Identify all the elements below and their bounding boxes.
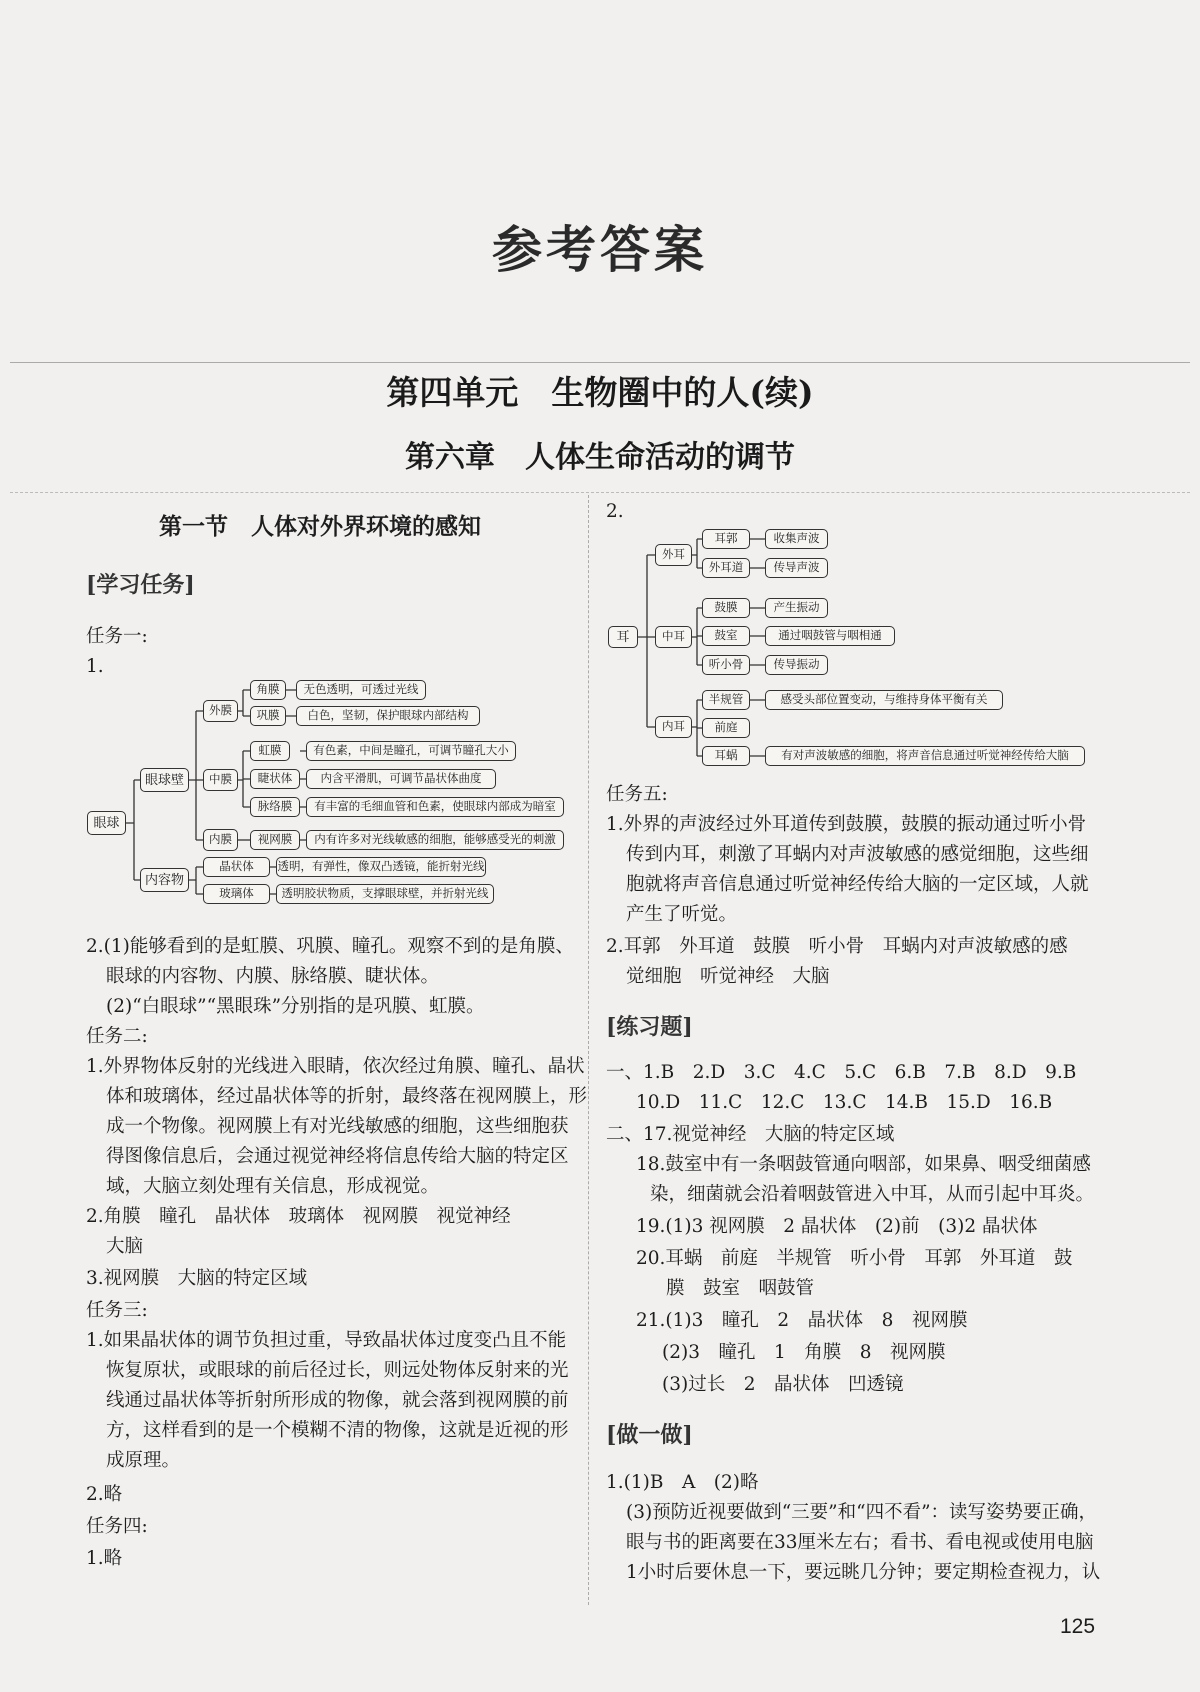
lens-box: 晶状体: [203, 857, 270, 877]
right-line: 胞就将声音信息通过听觉神经传给大脑的一定区域，人就: [626, 874, 1089, 895]
choroid-box: 脉络膜: [250, 797, 300, 817]
practice-heading: [练习题]: [606, 1014, 693, 1040]
right-line: 产生了听觉。: [626, 904, 738, 925]
outer-ear-box: 外耳: [655, 544, 692, 566]
left-line: 1.外界物体反射的光线进入眼睛，依次经过角膜、瞳孔、晶状: [86, 1056, 585, 1077]
task3-label: 任务三:: [86, 1300, 148, 1321]
ciliary-desc-box: 内含平滑肌，可调节晶状体曲度: [306, 769, 496, 789]
task1-label: 任务一:: [86, 626, 148, 647]
cochlea-box: 耳蜗: [702, 746, 750, 766]
left-line: 线通过晶状体等折射所形成的物像，就会落到视网膜的前: [106, 1390, 569, 1411]
ciliary-box: 睫状体: [250, 769, 300, 789]
right-line: 20.耳蜗 前庭 半规管 听小骨 耳郭 外耳道 鼓: [636, 1248, 1073, 1269]
retina-box: 视网膜: [250, 830, 300, 850]
right-line: (3)过长 2 晶状体 凹透镜: [662, 1374, 904, 1395]
cornea-desc-box: 无色透明，可透过光线: [296, 680, 426, 700]
do-it-heading: [做一做]: [606, 1422, 693, 1448]
item1-label: 1.: [86, 656, 104, 677]
left-line: 域，大脑立刻处理有关信息，形成视觉。: [106, 1176, 440, 1197]
left-line: 得图像信息后，会通过视觉神经将信息传给大脑的特定区: [106, 1146, 569, 1167]
page-number: 125: [1060, 1615, 1096, 1638]
tympanic-desc-box: 通过咽鼓管与咽相通: [765, 626, 895, 646]
right-line: 21.(1)3 瞳孔 2 晶状体 8 视网膜: [636, 1310, 968, 1331]
left-line: 成一个物像。视网膜上有对光线敏感的细胞，这些细胞获: [106, 1116, 569, 1137]
page-title: 参考答案: [492, 220, 708, 279]
middle-layer-box: 中膜: [203, 769, 238, 791]
right-line: 1小时后要休息一下，要远眺几分钟；要定期检查视力，认: [626, 1562, 1101, 1583]
middle-ear-box: 中耳: [655, 626, 692, 648]
cochlea-desc-box: 有对声波敏感的细胞，将声音信息通过听觉神经传给大脑: [765, 746, 1085, 766]
vitreous-box: 玻璃体: [203, 884, 270, 904]
eye-root-box: 眼球: [87, 811, 126, 835]
left-line: 大脑: [106, 1236, 144, 1257]
iris-desc-box: 有色素，中间是瞳孔，可调节瞳孔大小: [306, 741, 516, 761]
ossicles-box: 听小骨: [702, 655, 750, 675]
lens-desc-box: 透明，有弹性，像双凸透镜，能折射光线: [276, 857, 486, 877]
right-line: 染，细菌就会沿着咽鼓管进入中耳，从而引起中耳炎。: [650, 1184, 1095, 1205]
task5-label: 任务五:: [606, 784, 668, 805]
eye-content-box: 内容物: [140, 868, 189, 892]
right-line: 眼与书的距离要在33厘米左右；看书、看电视或使用电脑: [626, 1532, 1094, 1553]
semicircular-desc-box: 感受头部位置变动，与维持身体平衡有关: [765, 690, 1003, 710]
left-line: 3.视网膜 大脑的特定区域: [86, 1268, 308, 1289]
left-line: 成原理。: [106, 1450, 181, 1471]
ear-canal-desc-box: 传导声波: [765, 558, 828, 578]
right-line: 18.鼓室中有一条咽鼓管通向咽部，如果鼻、咽受细菌感: [636, 1154, 1091, 1175]
semicircular-box: 半规管: [702, 690, 750, 710]
right-line: 19.(1)3 视网膜 2 晶状体 (2)前 (3)2 晶状体: [636, 1216, 1038, 1237]
right-line: 2.耳郭 外耳道 鼓膜 听小骨 耳蜗内对声波敏感的感: [606, 936, 1068, 957]
ear-structure-diagram: [0, 0, 1200, 780]
ear-diagram-connectors: [0, 0, 1200, 780]
cornea-box: 角膜: [250, 680, 286, 700]
right-line: (3)预防近视要做到“三要”和“四不看”：读写姿势要正确，: [626, 1502, 1098, 1523]
outer-layer-box: 外膜: [203, 700, 238, 722]
left-line: 体和玻璃体，经过晶状体等的折射，最终落在视网膜上，形: [106, 1086, 588, 1107]
eardrum-desc-box: 产生振动: [765, 598, 828, 618]
left-line: 2.略: [86, 1484, 123, 1505]
right-line: 1.(1)B A (2)略: [606, 1472, 759, 1493]
right-line: 传到内耳，刺激了耳蜗内对声波敏感的感觉细胞，这些细: [626, 844, 1089, 865]
right-line: 二、17.视觉神经 大脑的特定区域: [606, 1124, 895, 1145]
left-line: 1.如果晶状体的调节负担过重，导致晶状体过度变凸且不能: [86, 1330, 567, 1351]
inner-layer-box: 内膜: [203, 829, 238, 851]
ear-root-box: 耳: [608, 626, 638, 648]
left-line: 方，这样看到的是一个模糊不清的物像，这就是近视的形: [106, 1420, 569, 1441]
ossicles-desc-box: 传导振动: [765, 655, 828, 675]
right-line: 觉细胞 听觉神经 大脑: [626, 966, 830, 987]
right-line: (2)3 瞳孔 1 角膜 8 视网膜: [662, 1342, 946, 1363]
left-line: 2.角膜 瞳孔 晶状体 玻璃体 视网膜 视觉神经: [86, 1206, 511, 1227]
retina-desc-box: 内有许多对光线敏感的细胞，能够感受光的刺激: [306, 830, 564, 850]
eardrum-box: 鼓膜: [702, 598, 750, 618]
chapter-title: 第六章 人体生命活动的调节: [405, 440, 795, 475]
left-line: 2.(1)能够看到的是虹膜、巩膜、瞳孔。观察不到的是角膜、: [86, 936, 574, 957]
vitreous-desc-box: 透明胶状物质，支撑眼球壁，并折射光线: [276, 884, 494, 904]
eye-wall-box: 眼球壁: [140, 768, 189, 792]
pinna-desc-box: 收集声波: [765, 529, 828, 549]
ear-canal-box: 外耳道: [702, 558, 750, 578]
section-title: 第一节 人体对外界环境的感知: [159, 513, 481, 540]
sclera-desc-box: 白色，坚韧，保护眼球内部结构: [296, 706, 480, 726]
task4-label: 任务四:: [86, 1516, 148, 1537]
right-line: 10.D 11.C 12.C 13.C 14.B 15.D 16.B: [636, 1092, 1053, 1113]
left-line: (2)“白眼球”“黑眼珠”分别指的是巩膜、虹膜。: [106, 996, 485, 1017]
iris-box: 虹膜: [250, 741, 290, 761]
right-line: 一、1.B 2.D 3.C 4.C 5.C 6.B 7.B 8.D 9.B: [606, 1062, 1077, 1083]
learning-task-heading: [学习任务]: [86, 572, 195, 598]
left-line: 眼球的内容物、内膜、脉络膜、睫状体。: [106, 966, 440, 987]
vestibule-box: 前庭: [702, 718, 750, 738]
task2-label: 任务二:: [86, 1026, 148, 1047]
item2-label: 2.: [606, 501, 624, 522]
left-line: 1.略: [86, 1548, 123, 1569]
pinna-box: 耳郭: [702, 529, 750, 549]
tympanic-box: 鼓室: [702, 626, 750, 646]
sclera-box: 巩膜: [250, 706, 286, 726]
inner-ear-box: 内耳: [655, 716, 692, 738]
left-line: 恢复原状，或眼球的前后径过长，则远处物体反射来的光: [106, 1360, 569, 1381]
right-line: 膜 鼓室 咽鼓管: [666, 1278, 815, 1299]
unit-title: 第四单元 生物圈中的人(续): [386, 373, 814, 412]
choroid-desc-box: 有丰富的毛细血管和色素，使眼球内部成为暗室: [306, 797, 564, 817]
right-line: 1.外界的声波经过外耳道传到鼓膜，鼓膜的振动通过听小骨: [606, 814, 1087, 835]
